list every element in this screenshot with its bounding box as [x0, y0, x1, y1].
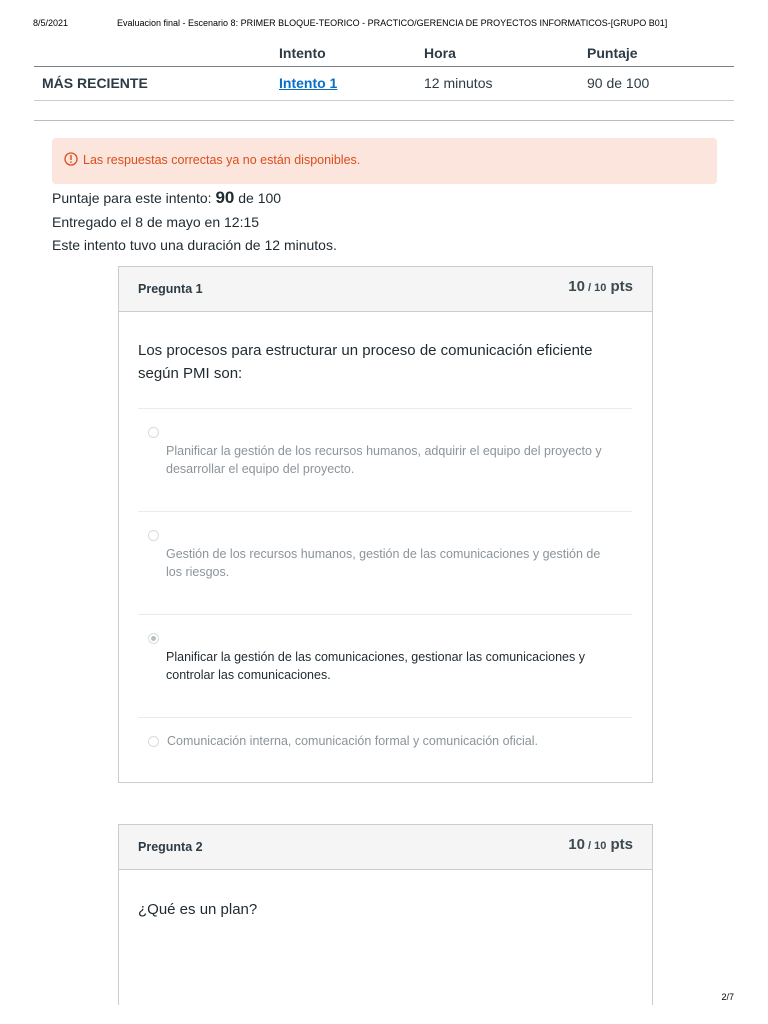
answer-text: Gestión de los recursos humanos, gestión de las comunicaciones y gestión de los riesgos. — [166, 547, 601, 579]
score-prefix: Puntaje para este intento: — [52, 190, 216, 206]
question-header — [119, 825, 652, 870]
question-points — [568, 278, 633, 295]
question-points — [568, 836, 633, 853]
radio-button-selected[interactable] — [148, 633, 159, 644]
answer-text: Planificar la gestión de los recursos humanos, adquirir el equipo del proyecto y desarrollar el equipo del proyecto. — [166, 444, 602, 476]
score-suffix: de 100 — [234, 190, 282, 206]
print-date: 8/5/2021 — [33, 18, 69, 28]
question-text: ¿Qué es un plan? — [138, 901, 258, 918]
exclamation-circle-icon — [64, 152, 78, 166]
question-header — [119, 267, 652, 312]
points-unit: pts — [606, 836, 633, 853]
duration-line: Este intento tuvo una duración de 12 minutos. — [52, 237, 337, 253]
question-2 — [118, 824, 653, 1005]
divider — [34, 120, 734, 121]
attempts-table — [34, 42, 734, 101]
alert-text: Las respuestas correctas ya no están disponibles. — [83, 153, 361, 167]
table-row — [34, 67, 734, 101]
radio-button[interactable] — [148, 427, 159, 438]
answer-text: Planificar la gestión de las comunicaciones, gestionar las comunicaciones y controlar las comunicaciones. — [166, 650, 585, 682]
score-value: 90 — [215, 188, 235, 207]
answer-option-1[interactable] — [138, 408, 632, 511]
answer-list — [138, 408, 632, 778]
question-title: Pregunta 2 — [138, 840, 203, 854]
points-earned: 10 — [568, 836, 585, 853]
print-header — [33, 18, 730, 32]
attempt-summary — [52, 186, 337, 258]
question-title: Pregunta 1 — [138, 282, 203, 296]
radio-button[interactable] — [148, 530, 159, 541]
answer-text: Comunicación interna, comunicación formal y comunicación oficial. — [167, 734, 539, 748]
header-time: Hora — [424, 45, 456, 61]
print-title: Evaluacion final - Escenario 8: PRIMER BLOQUE-TEORICO - PRACTICO/GERENCIA DE PROYECTOS INFORMATICOS-[GRUPO B01] — [117, 18, 668, 28]
points-unit: pts — [606, 278, 633, 295]
attempt-link[interactable]: Intento 1 — [279, 75, 338, 91]
page-number: 2/7 — [721, 992, 734, 1002]
row-time: 12 minutos — [424, 75, 493, 91]
answers-unavailable-alert — [52, 138, 717, 184]
row-label: MÁS RECIENTE — [42, 75, 148, 91]
answer-option-4[interactable] — [138, 717, 632, 778]
header-score: Puntaje — [587, 45, 638, 61]
submitted-line: Entregado el 8 de mayo en 12:15 — [52, 213, 260, 230]
attempts-table-header — [34, 42, 734, 67]
question-1 — [118, 266, 653, 783]
question-text: Los procesos para estructurar un proceso de comunicación eficiente según PMI son: — [138, 342, 593, 382]
answer-option-3[interactable] — [138, 614, 632, 717]
header-attempt: Intento — [279, 45, 326, 61]
points-total: / 10 — [584, 840, 607, 852]
score-line — [52, 186, 337, 211]
answer-option-2[interactable] — [138, 511, 632, 614]
row-score: 90 de 100 — [587, 75, 650, 91]
points-earned: 10 — [568, 278, 585, 295]
radio-button[interactable] — [148, 736, 159, 747]
points-total: / 10 — [584, 282, 607, 294]
